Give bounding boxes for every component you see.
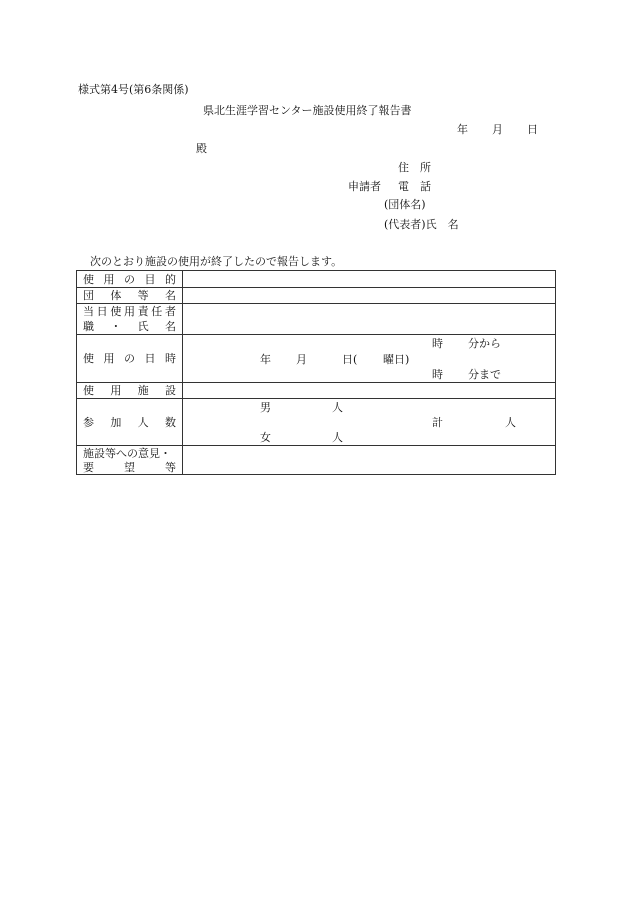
char: 用	[103, 272, 115, 286]
label-responsible	[77, 304, 183, 334]
char: 施	[137, 384, 149, 397]
addressee-honorific: 殿	[196, 142, 207, 155]
datetime-day: 日(	[342, 353, 358, 366]
datetime-input-cell[interactable]	[183, 335, 555, 382]
date-month: 月	[492, 123, 503, 136]
label-opinion-line1: 施設等への意見・	[83, 447, 171, 460]
attendees-male-unit: 人	[332, 401, 343, 414]
char: 日	[144, 352, 156, 365]
row-datetime	[77, 334, 555, 382]
char: 目	[144, 272, 156, 286]
char: 日	[96, 305, 108, 318]
char: 用	[110, 384, 122, 397]
datetime-month: 月	[296, 353, 307, 366]
phone-label: 電 話	[398, 180, 431, 193]
char: 等	[137, 289, 149, 302]
char: 者	[164, 305, 176, 318]
label-responsible-line2	[83, 321, 176, 334]
row-opinion	[77, 445, 555, 474]
datetime-until: 分まで	[468, 368, 501, 381]
form-title: 県北生涯学習センター施設使用終了報告書	[203, 104, 412, 117]
label-facility	[77, 383, 183, 398]
attendees-female-unit: 人	[332, 431, 343, 444]
char: の	[124, 272, 135, 286]
label-datetime-text	[83, 335, 176, 382]
label-facility-text	[83, 383, 176, 398]
label-group	[77, 288, 183, 303]
datetime-hour2: 時	[432, 368, 443, 381]
char: 参	[83, 415, 94, 429]
char: 数	[164, 415, 176, 429]
facility-input-cell[interactable]	[183, 383, 555, 398]
char: 名	[164, 320, 176, 333]
char: 任	[151, 305, 163, 318]
label-datetime	[77, 335, 183, 382]
datetime-hour1: 時	[432, 337, 443, 350]
char: 責	[137, 305, 149, 318]
label-purpose	[77, 271, 183, 287]
char: 時	[165, 352, 176, 365]
char: 使	[83, 272, 94, 286]
row-attendees	[77, 398, 555, 445]
label-attendees	[77, 399, 183, 445]
char: 用	[103, 352, 115, 365]
label-opinion	[77, 446, 183, 474]
intro-text: 次のとおり施設の使用が終了したので報告します。	[90, 255, 343, 268]
group-name-label: (団体名)	[384, 198, 426, 211]
char: 用	[123, 305, 135, 318]
char: 設	[164, 384, 176, 397]
representative-label: (代表者)氏 名	[384, 218, 459, 231]
responsible-input-cell[interactable]	[183, 304, 555, 334]
attendees-total: 計	[432, 416, 443, 429]
char: 体	[110, 289, 122, 302]
row-facility	[77, 382, 555, 398]
label-group-text	[83, 288, 176, 303]
form-number: 様式第4号(第6条関係)	[78, 83, 189, 96]
char: 望	[124, 461, 135, 474]
label-opinion-line2	[83, 462, 176, 475]
char: ・	[110, 320, 122, 333]
attendees-input-cell[interactable]	[183, 399, 555, 445]
group-input-cell[interactable]	[183, 288, 555, 303]
char: 使	[110, 305, 122, 318]
char: 使	[83, 384, 94, 397]
label-responsible-line1	[83, 306, 176, 319]
attendees-total-unit: 人	[505, 416, 516, 429]
char: 職	[83, 320, 94, 333]
datetime-from: 分から	[468, 337, 501, 350]
char: 人	[137, 415, 149, 429]
char: 名	[164, 289, 176, 302]
char: 当	[83, 305, 94, 318]
label-purpose-text	[83, 271, 176, 287]
char: 加	[110, 415, 122, 429]
char: 氏	[137, 320, 149, 333]
date-year: 年	[457, 123, 468, 136]
attendees-male: 男	[260, 401, 271, 414]
purpose-input-cell[interactable]	[183, 271, 555, 287]
opinion-input-cell[interactable]	[183, 446, 555, 474]
attendees-female: 女	[260, 431, 271, 444]
label-attendees-text	[83, 399, 176, 445]
row-purpose	[77, 271, 555, 287]
applicant-label: 申請者	[348, 180, 381, 193]
char: の	[124, 352, 135, 365]
datetime-weekday: 曜日)	[383, 353, 410, 366]
char: 等	[165, 461, 176, 474]
row-group	[77, 287, 555, 303]
char: 的	[165, 272, 176, 286]
report-table	[76, 270, 556, 475]
char: 使	[83, 352, 94, 365]
char: 要	[83, 461, 94, 474]
address-label: 住 所	[398, 161, 431, 174]
datetime-year: 年	[260, 353, 271, 366]
char: 団	[83, 289, 94, 302]
date-day: 日	[527, 123, 538, 136]
row-responsible	[77, 303, 555, 334]
